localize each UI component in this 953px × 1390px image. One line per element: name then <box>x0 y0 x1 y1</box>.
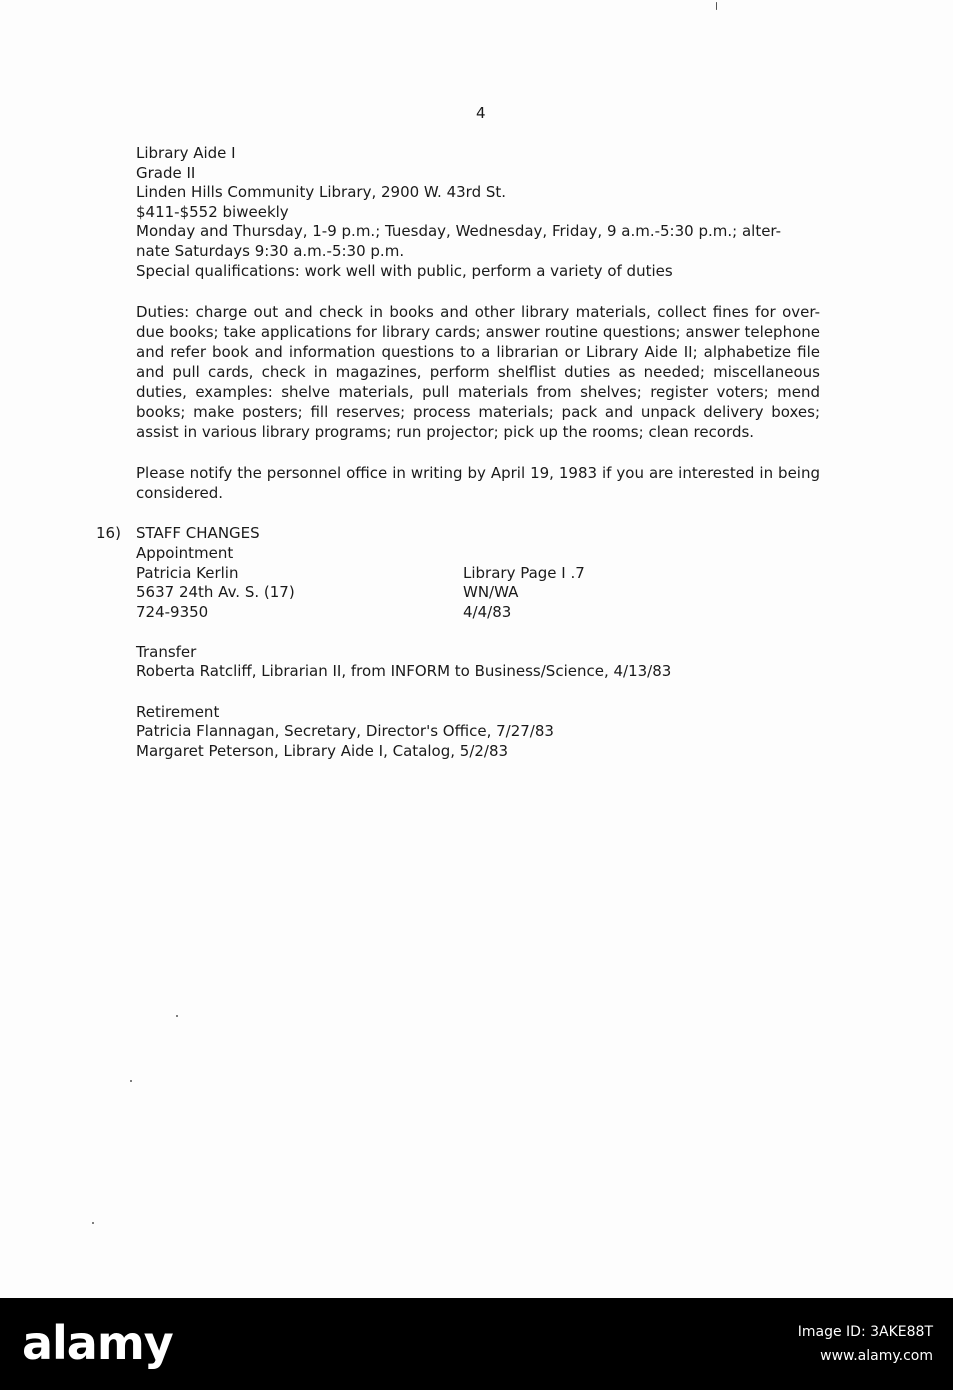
posting-grade: Grade II <box>136 164 196 182</box>
posting-notice: Please notify the personnel office in writing by April 19, 1983 if you are interested in being considered. <box>136 464 820 502</box>
retirement-label: Retirement <box>136 703 220 721</box>
posting-title: Library Aide I <box>136 144 236 162</box>
scan-speck <box>130 1080 132 1082</box>
appointment-address: 5637 24th Av. S. (17) <box>136 583 295 601</box>
appointment-label: Appointment <box>136 544 234 562</box>
section-heading: STAFF CHANGES <box>136 524 260 542</box>
scan-speck <box>92 1222 94 1224</box>
appointment-unit: WN/WA <box>463 583 519 601</box>
retirement-entry: Margaret Peterson, Library Aide I, Catalog, 5/2/83 <box>136 742 509 760</box>
posting-hours-line2: nate Saturdays 9:30 a.m.-5:30 p.m. <box>136 242 405 260</box>
appointment-name: Patricia Kerlin <box>136 564 239 582</box>
watermark-image-id: Image ID: 3AKE88T <box>797 1324 933 1340</box>
appointment-position: Library Page I .7 <box>463 564 585 582</box>
scan-speck <box>716 2 717 10</box>
posting-duties: Duties: charge out and check in books and other library materials, collect fines for over-due books; take applications for library cards; answer routine questions; answer telephone and refer book and information questions to a librarian or Library Aide II; alphabetize file and pull cards, check in magazines, perform shelflist duties as needed; miscellaneous duties, examples: shelve materials, pull materials from shelves; register voters; mend books; make posters; fill reserves; process materials; pack and unpack delivery boxes; assist in various library programs; run projector; pick up the rooms; clean records. <box>136 303 820 441</box>
section-number: 16) <box>96 524 121 542</box>
page-number: 4 <box>476 104 486 122</box>
posting-location: Linden Hills Community Library, 2900 W. 43rd St. <box>136 183 507 201</box>
posting-hours-line1: Monday and Thursday, 1-9 p.m.; Tuesday, Wednesday, Friday, 9 a.m.-5:30 p.m.; alter- <box>136 222 782 240</box>
watermark-logo: alamy <box>22 1316 173 1370</box>
posting-qualifications: Special qualifications: work well with public, perform a variety of duties <box>136 262 673 280</box>
scan-speck <box>176 1015 178 1017</box>
transfer-text: Roberta Ratcliff, Librarian II, from INFORM to Business/Science, 4/13/83 <box>136 662 672 680</box>
appointment-date: 4/4/83 <box>463 603 512 621</box>
appointment-phone: 724-9350 <box>136 603 209 621</box>
retirement-entry: Patricia Flannagan, Secretary, Director's Office, 7/27/83 <box>136 722 554 740</box>
watermark-site: www.alamy.com <box>820 1348 933 1364</box>
transfer-label: Transfer <box>136 643 197 661</box>
posting-salary: $411-$552 biweekly <box>136 203 289 221</box>
